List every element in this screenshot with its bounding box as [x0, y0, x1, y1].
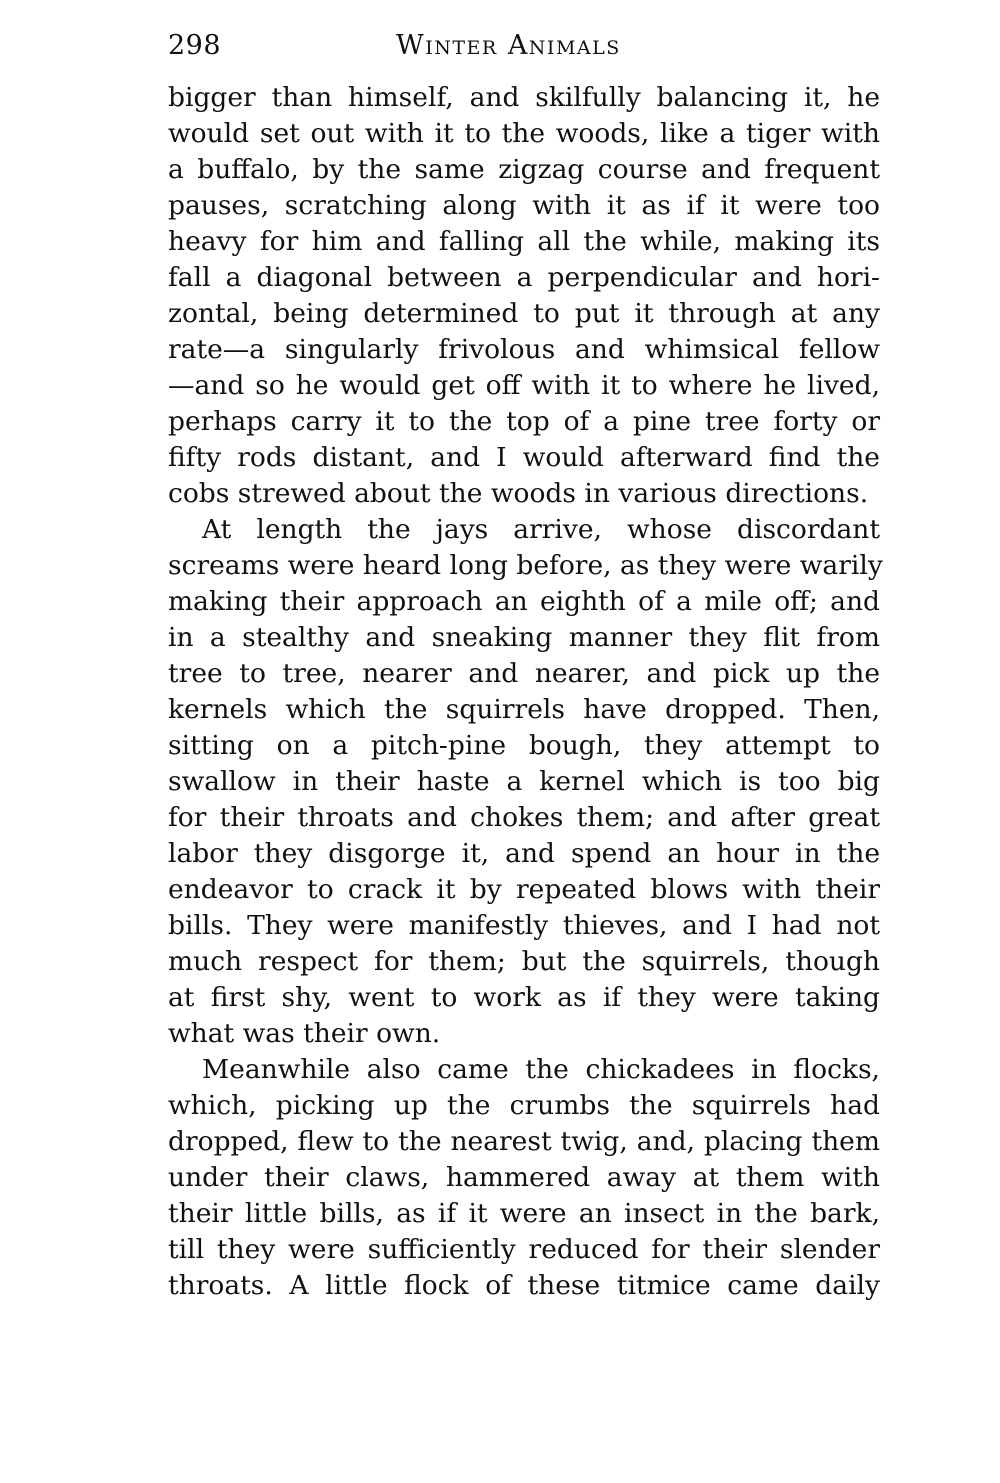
text-line: throats. A little flock of these titmice came daily	[168, 1270, 880, 1301]
text-line: —and so he would get off with it to where he lived,	[168, 370, 880, 401]
text-line: their little bills, as if it were an insect in the bark,	[168, 1198, 880, 1229]
text-line: cobs strewed about the woods in various directions.	[168, 478, 869, 509]
text-line: bills. They were manifestly thieves, and I had not	[168, 910, 880, 941]
text-line: perhaps carry it to the top of a pine tree forty or	[168, 406, 880, 437]
text-line: a buffalo, by the same zigzag course and frequent	[168, 154, 880, 185]
text-line: endeavor to crack it by repeated blows with their	[168, 874, 880, 905]
text-line: zontal, being determined to put it through at any	[168, 298, 880, 329]
text-line: heavy for him and falling all the while, making its	[168, 226, 880, 257]
text-line: would set out with it to the woods, like a tiger with	[168, 118, 880, 149]
running-head	[168, 30, 880, 70]
text-line: under their claws, hammered away at them with	[168, 1162, 880, 1193]
text-line: fifty rods distant, and I would afterward find the	[168, 442, 880, 473]
text-line: for their throats and chokes them; and after great	[168, 802, 880, 833]
text-line: till they were sufficiently reduced for their slender	[168, 1234, 880, 1265]
text-line: rate—a singularly frivolous and whimsical fellow	[168, 334, 880, 365]
body-text	[168, 80, 883, 1304]
text-line: in a stealthy and sneaking manner they flit from	[168, 622, 880, 653]
text-line: screams were heard long before, as they were warily	[168, 550, 883, 581]
text-line: at first shy, went to work as if they were taking	[168, 982, 880, 1013]
text-line: which, picking up the crumbs the squirrels had	[168, 1090, 880, 1121]
text-line: kernels which the squirrels have dropped. Then,	[168, 694, 880, 725]
running-title: Winter Animals	[396, 30, 621, 61]
text-line: Meanwhile also came the chickadees in flocks,	[202, 1054, 880, 1085]
text-line: pauses, scratching along with it as if it were too	[168, 190, 880, 221]
text-line: At length the jays arrive, whose discordant	[202, 514, 880, 545]
text-line: making their approach an eighth of a mile off; and	[168, 586, 880, 617]
text-line: fall a diagonal between a perpendicular and hori-	[168, 262, 880, 293]
text-line: labor they disgorge it, and spend an hour in the	[168, 838, 880, 869]
text-line: sitting on a pitch-pine bough, they attempt to	[168, 730, 880, 761]
text-line: swallow in their haste a kernel which is too big	[168, 766, 880, 797]
text-line: what was their own.	[168, 1018, 441, 1049]
text-line: dropped, flew to the nearest twig, and, placing them	[168, 1126, 880, 1157]
text-line: much respect for them; but the squirrels, though	[168, 946, 880, 977]
page-number: 298	[168, 30, 222, 61]
text-line: tree to tree, nearer and nearer, and pick up the	[168, 658, 880, 689]
text-line: bigger than himself, and skilfully balancing it, he	[168, 82, 880, 113]
